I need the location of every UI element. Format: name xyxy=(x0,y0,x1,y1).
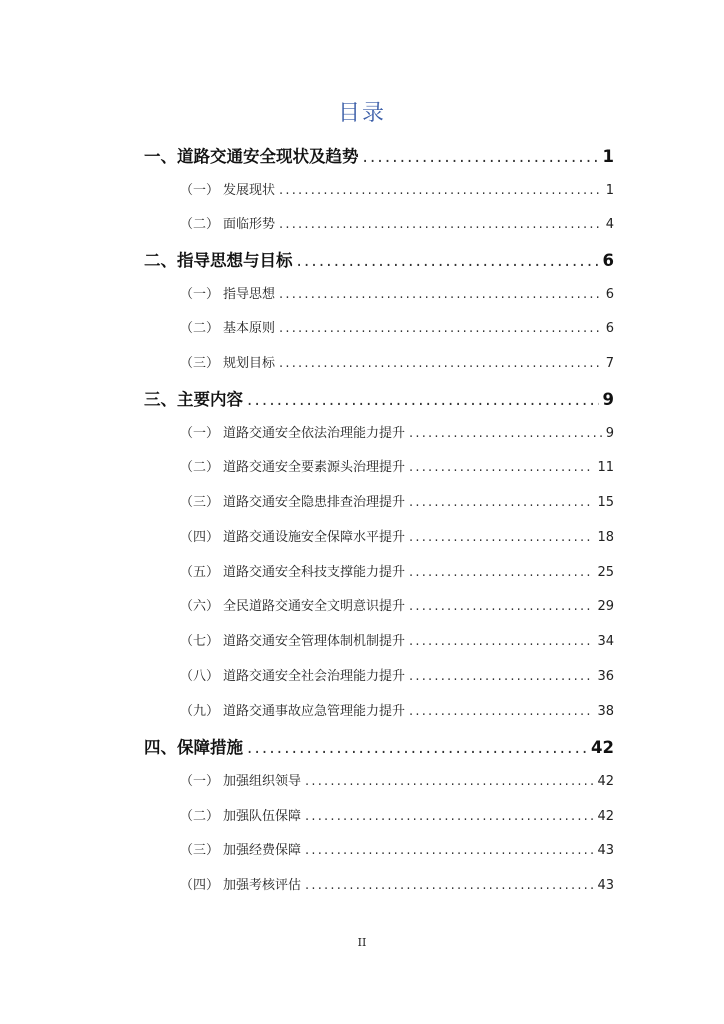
toc-entry-label: 全民道路交通安全文明意识提升 xyxy=(223,599,406,614)
toc-entry-level1[interactable] xyxy=(144,247,614,271)
dot-leader xyxy=(409,634,593,649)
toc-entry-label: 主要内容 xyxy=(177,390,243,409)
toc-entry-page: 7 xyxy=(605,356,614,371)
dot-leader xyxy=(279,287,602,302)
toc-entry-level2[interactable] xyxy=(180,317,614,336)
toc-entry-label: 发展现状 xyxy=(223,183,276,198)
toc-entry-number: 三、 xyxy=(144,390,177,409)
toc-entry-number: （九） xyxy=(180,704,220,719)
toc-entry-number: （四） xyxy=(180,878,220,893)
page-number-footer: II xyxy=(357,936,367,949)
toc-entry-number: （五） xyxy=(180,565,220,580)
toc-entry-level2[interactable] xyxy=(180,213,614,232)
toc-entry-page: 25 xyxy=(597,565,614,580)
toc-entry-page: 29 xyxy=(597,599,614,614)
toc-entry-level2[interactable] xyxy=(180,595,614,614)
toc-title: 目录 xyxy=(337,101,386,126)
dot-leader xyxy=(279,356,602,371)
dot-leader xyxy=(409,669,593,684)
dot-leader xyxy=(305,774,593,789)
toc-entry-label: 道路交通安全管理体制机制提升 xyxy=(223,634,406,649)
toc-entry-level2[interactable] xyxy=(180,456,614,475)
toc-entry-number: （三） xyxy=(180,356,220,371)
toc-entry-number: （一） xyxy=(180,774,220,789)
toc-entry-page: 6 xyxy=(602,251,614,270)
toc-entry-number: （七） xyxy=(180,634,220,649)
toc-entry-number: 二、 xyxy=(144,251,177,270)
toc-entry-level1[interactable] xyxy=(144,386,614,410)
toc-entry-page: 15 xyxy=(597,495,614,510)
toc-entry-number: （六） xyxy=(180,599,220,614)
toc-entry-number: （三） xyxy=(180,495,220,510)
toc-entry-number: （二） xyxy=(180,217,220,232)
toc-entry-label: 指导思想 xyxy=(223,287,276,302)
toc-entry-number: （一） xyxy=(180,183,220,198)
toc-entry-level2[interactable] xyxy=(180,491,614,510)
dot-leader xyxy=(409,599,593,614)
dot-leader xyxy=(279,217,602,232)
toc-entry-page: 36 xyxy=(597,669,614,684)
toc-entry-label: 道路交通安全现状及趋势 xyxy=(177,147,359,166)
toc-entry-number: （八） xyxy=(180,669,220,684)
toc-entry-label: 指导思想与目标 xyxy=(177,251,293,270)
toc-entry-level2[interactable] xyxy=(180,526,614,545)
toc-entry-page: 11 xyxy=(597,460,614,475)
dot-leader xyxy=(305,878,593,893)
dot-leader xyxy=(247,738,587,757)
dot-leader xyxy=(297,251,599,270)
toc-entry-level2[interactable] xyxy=(180,770,614,789)
toc-entry-label: 道路交通安全要素源头治理提升 xyxy=(223,460,406,475)
toc-entry-label: 加强组织领导 xyxy=(223,774,302,789)
toc-entry-label: 道路交通事故应急管理能力提升 xyxy=(223,704,406,719)
toc-entry-page: 1 xyxy=(605,183,614,198)
toc-entry-label: 道路交通安全隐患排查治理提升 xyxy=(223,495,406,510)
toc-entry-level2[interactable] xyxy=(180,700,614,719)
toc-entry-page: 4 xyxy=(605,217,614,232)
toc-entry-label: 加强经费保障 xyxy=(223,843,302,858)
toc-entry-page: 1 xyxy=(602,147,614,166)
toc-entry-label: 道路交通安全科技支撑能力提升 xyxy=(223,565,406,580)
toc-entry-number: （一） xyxy=(180,426,220,441)
dot-leader xyxy=(409,426,602,441)
toc-entry-page: 43 xyxy=(597,843,614,858)
toc-entry-number: （四） xyxy=(180,530,220,545)
toc-entry-level2[interactable] xyxy=(180,839,614,858)
toc-entry-level2[interactable] xyxy=(180,352,614,371)
toc-entry-level2[interactable] xyxy=(180,561,614,580)
dot-leader xyxy=(409,565,593,580)
toc-entry-level2[interactable] xyxy=(180,179,614,198)
toc-entry-level1[interactable] xyxy=(144,143,614,167)
toc-entry-label: 道路交通安全社会治理能力提升 xyxy=(223,669,406,684)
toc-entry-page: 6 xyxy=(605,287,614,302)
dot-leader xyxy=(247,390,599,409)
toc-entry-level2[interactable] xyxy=(180,665,614,684)
dot-leader xyxy=(409,704,593,719)
toc-entry-label: 规划目标 xyxy=(223,356,276,371)
toc-entry-page: 42 xyxy=(591,738,614,757)
toc-entry-level1[interactable] xyxy=(144,734,614,758)
toc-entry-label: 面临形势 xyxy=(223,217,276,232)
toc-entry-label: 加强考核评估 xyxy=(223,878,302,893)
toc-entry-label: 保障措施 xyxy=(177,738,243,757)
dot-leader xyxy=(363,147,599,166)
toc-entry-label: 基本原则 xyxy=(223,321,276,336)
toc-entry-number: （二） xyxy=(180,460,220,475)
toc-entry-number: （三） xyxy=(180,843,220,858)
toc-entry-number: （二） xyxy=(180,321,220,336)
toc-entry-level2[interactable] xyxy=(180,874,614,893)
dot-leader xyxy=(409,530,593,545)
dot-leader xyxy=(305,843,593,858)
toc-entry-number: 一、 xyxy=(144,147,177,166)
dot-leader xyxy=(409,495,593,510)
dot-leader xyxy=(279,321,602,336)
toc-entry-page: 34 xyxy=(597,634,614,649)
toc-entry-number: （二） xyxy=(180,809,220,824)
dot-leader xyxy=(409,460,593,475)
toc-entry-page: 9 xyxy=(605,426,614,441)
toc-entry-label: 道路交通安全依法治理能力提升 xyxy=(223,426,406,441)
toc-entry-label: 加强队伍保障 xyxy=(223,809,302,824)
toc-entry-level2[interactable] xyxy=(180,422,614,441)
toc-entry-page: 18 xyxy=(597,530,614,545)
toc-entry-level2[interactable] xyxy=(180,283,614,302)
toc-entry-number: （一） xyxy=(180,287,220,302)
toc-entry-level2[interactable] xyxy=(180,805,614,824)
toc-entry-page: 9 xyxy=(602,390,614,409)
toc-entry-page: 43 xyxy=(597,878,614,893)
toc-entry-label: 道路交通设施安全保障水平提升 xyxy=(223,530,406,545)
dot-leader xyxy=(305,809,593,824)
toc-entry-page: 42 xyxy=(597,809,614,824)
toc-entry-page: 42 xyxy=(597,774,614,789)
toc-entry-level2[interactable] xyxy=(180,630,614,649)
toc-entry-page: 6 xyxy=(605,321,614,336)
toc-entry-number: 四、 xyxy=(144,738,177,757)
dot-leader xyxy=(279,183,602,198)
toc-entry-page: 38 xyxy=(597,704,614,719)
